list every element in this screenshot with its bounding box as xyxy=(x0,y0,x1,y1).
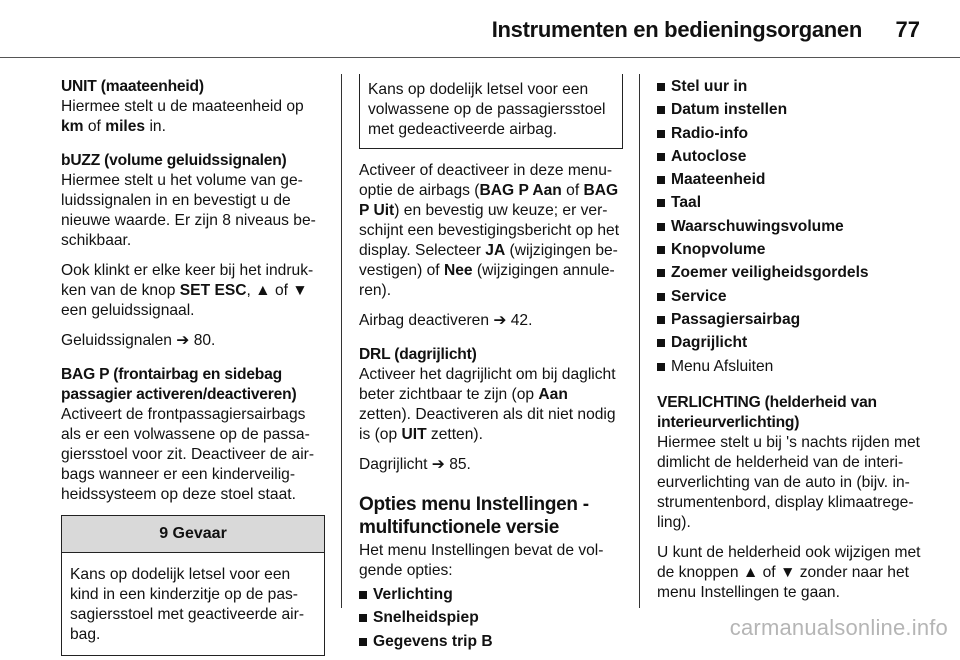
unit-km: km xyxy=(61,118,84,135)
unit-text: Hiermee stelt u de maateenheid op xyxy=(61,98,304,115)
list-item: Knopvolume xyxy=(657,240,921,260)
list-item: Menu Afsluiten xyxy=(657,357,921,377)
buzz-text: Hiermee stelt u het volume van ge-luidssignalen in en bevestigt u de nieuwe waarde. Er zijn 8 niveaus be-schikbaar. xyxy=(61,172,316,249)
list-item: Waarschuwingsvolume xyxy=(657,217,921,237)
bag-section xyxy=(61,365,325,505)
buzz-text-2 xyxy=(61,261,325,321)
list-item: Maateenheid xyxy=(657,170,921,190)
unit-of: of xyxy=(83,118,106,135)
unit-section xyxy=(61,77,325,137)
bag-p-uit: BAG P Uit xyxy=(359,182,619,219)
drl-aan: Aan xyxy=(538,386,568,403)
column-right xyxy=(657,77,921,613)
nee-label: Nee xyxy=(443,262,473,279)
column-divider-2 xyxy=(639,74,640,608)
drl-text-a: Activeer het dagrijlicht om bij daglicht beter zichtbaar te zijn (op xyxy=(359,366,616,403)
warning-continuation-box: Kans op dodelijk letsel voor een volwassene op de passagiersstoel met gedeactiveerde airbag. xyxy=(359,74,623,149)
bag-heading: BAG P (frontairbag en sidebag passagier activeren/deactiveren) xyxy=(61,366,297,403)
drl-reference: Dagrijlicht ➔ 85. xyxy=(359,456,471,473)
list-item: Stel uur in xyxy=(657,77,921,97)
airbag-text-a: Activeer of deactiveer in deze menu-optie de airbags ( xyxy=(359,162,613,199)
verlichting-text: Hiermee stelt u bij 's nachts rijden met dimlicht de helderheid van de interi-eurverlichting van de auto in (bijv. in-strumentenbord, display klimaatrege-ling). xyxy=(657,433,920,531)
unit-miles: miles xyxy=(105,118,146,135)
unit-in: in. xyxy=(145,118,166,135)
bag-text: Activeert de frontpassagiersairbags als er een volwassene op de passa-giersstoel voor zit. Deactiveer de air-bags wanneer er een kinderveilig-heidssysteem op deze stoel staat. xyxy=(61,406,315,503)
warning-title: 9 Gevaar xyxy=(62,516,324,553)
column-middle xyxy=(359,77,623,660)
list-item: Passagiersairbag xyxy=(657,310,921,330)
ja-label: JA xyxy=(485,242,506,259)
buzz-reference: Geluidssignalen ➔ 80. xyxy=(61,332,216,349)
buzz-text-2a: Ook klinkt er elke keer bij het indruk-ken van de knop xyxy=(61,262,314,299)
list-item: Verlichting xyxy=(359,585,623,605)
warning-box xyxy=(61,515,325,656)
page-header-title: Instrumenten en bedieningsorganen xyxy=(491,17,862,42)
airbag-of: of xyxy=(561,182,584,199)
airbag-reference: Airbag deactiveren ➔ 42. xyxy=(359,312,533,329)
airbag-paragraph xyxy=(359,161,623,301)
list-item: Autoclose xyxy=(657,147,921,167)
list-item: Zoemer veiligheidsgordels xyxy=(657,263,921,283)
drl-text-c: zetten). xyxy=(426,426,483,443)
list-item: Radio-info xyxy=(657,124,921,144)
unit-heading: UNIT (maateenheid) xyxy=(61,78,204,95)
buzz-heading: bUZZ (volume geluidssignalen) xyxy=(61,152,287,169)
drl-uit: UIT xyxy=(401,426,427,443)
list-item: Taal xyxy=(657,193,921,213)
header-rule xyxy=(0,57,960,58)
airbag-text-b: ) en bevestig uw keuze; er ver-schijnt een bevestigingsbericht op het display. Selecteer xyxy=(359,202,620,259)
watermark: carmanualsonline.info xyxy=(729,615,948,640)
list-item: Service xyxy=(657,287,921,307)
drl-section xyxy=(359,345,623,445)
list-item: Datum instellen xyxy=(657,100,921,120)
drl-text-b: zetten). Deactiveren als dit niet nodig is (op xyxy=(359,406,616,443)
bag-p-aan: BAG P Aan xyxy=(479,182,562,199)
column-divider-1 xyxy=(341,74,342,608)
warning-text: Kans op dodelijk letsel voor een kind in een kinderzitje op de pas-sagiersstoel met geactiveerde air-bag. xyxy=(70,566,305,643)
list-item: Snelheidspiep xyxy=(359,608,623,628)
list-item: Dagrijlicht xyxy=(657,333,921,353)
airbag-text-c: (wijzigingen be-vestigen) of xyxy=(359,242,618,279)
airbag-text-d: (wijzigingen annule-ren). xyxy=(359,262,615,299)
section-title: Opties menu Instellingen - multifunctionele versie xyxy=(359,494,589,538)
verlichting-text-2: U kunt de helderheid ook wijzigen met de knoppen ▲ of ▼ zonder naar het menu Instellingen te gaan. xyxy=(657,543,921,601)
options-list-part-2 xyxy=(657,77,921,377)
verlichting-heading: VERLICHTING (helderheid van interieurverlichting) xyxy=(657,393,877,431)
drl-heading: DRL (dagrijlicht) xyxy=(359,346,477,363)
verlichting-section xyxy=(657,393,921,533)
buzz-section xyxy=(61,151,325,251)
page-number: 77 xyxy=(895,17,920,42)
buzz-text-2b: , ▲ of ▼ een geluidssignaal. xyxy=(61,282,308,319)
set-esc-label: SET ESC xyxy=(179,282,247,299)
column-left xyxy=(61,77,325,656)
section-intro: Het menu Instellingen bevat de vol-gende opties: xyxy=(359,542,604,579)
list-item: Gegevens trip B xyxy=(359,632,623,652)
